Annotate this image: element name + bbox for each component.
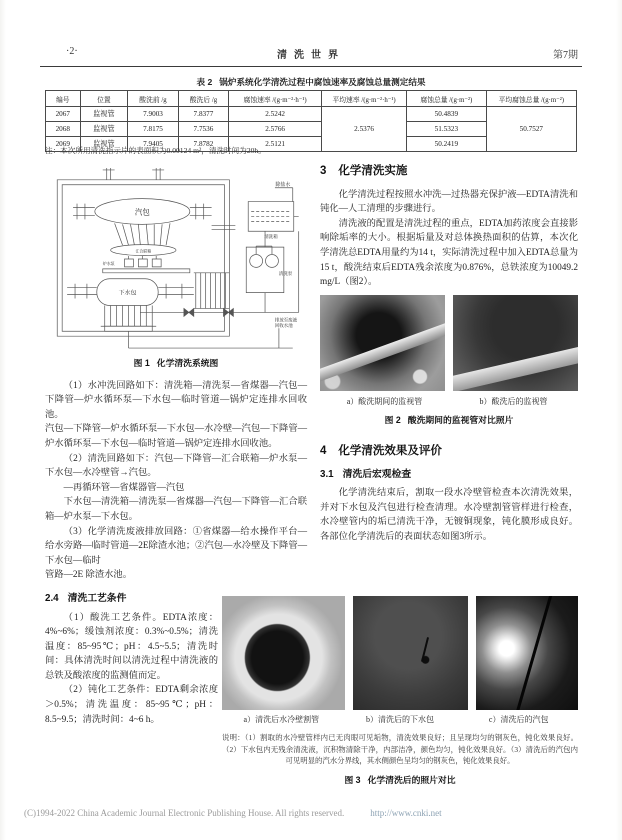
waterline-mark — [511, 596, 555, 710]
cell-rate: 2.5766 — [229, 122, 322, 137]
col-header-rate: 腐蚀速率 /(g·m⁻²·h⁻¹) — [229, 91, 322, 107]
cleaning-tank-label: 清洗箱 — [264, 234, 278, 240]
figure1-caption — [45, 356, 307, 371]
figure2-subcaptions — [320, 395, 578, 410]
figure3-photos — [222, 596, 578, 710]
section-3-1-heading — [320, 468, 578, 483]
cell-after: 7.8377 — [178, 107, 228, 122]
col-header-total: 腐蚀总量 /(g·m⁻²) — [407, 91, 487, 107]
cnki-url[interactable]: http://www.cnki.net — [370, 808, 442, 818]
para-flush-circuit-2: 汽包—下降管—炉水循环泵—下水包—水冷壁—汽包—下降管—炉水循环泵—下水包—临时管道—锅炉定连排水回收池。 — [45, 424, 307, 449]
figure3-caption-text: 化学清洗后的照片对比 — [367, 774, 456, 785]
para-acid-conditions: （1）酸洗工艺条件。EDTA浓度：4%~6%；缓蚀剂浓度：0.3%~0.5%；清洗温度：85~95℃；pH：4.5~5.5；清洗时间：具体清洗时间以清洗过程中清洗液的总铁及酸浓度的监测值而定。 — [45, 612, 218, 681]
section-4-heading — [320, 444, 578, 459]
para-passivation-conditions: （2）钝化工艺条件：EDTA剩余浓度＞0.5%；清洗温度：85~95℃；pH：8.5~9.5；清洗时间：4~6 h。 — [45, 685, 218, 725]
drain-label-line2: 回收水池 — [274, 323, 293, 329]
cell-total: 50.4839 — [407, 107, 487, 122]
col-header-position: 位置 — [80, 91, 128, 107]
figure3-subcaption-b: b）清洗后的下水包 — [366, 715, 434, 724]
cell-no: 2069 — [46, 137, 81, 152]
boiler-pump-label: 炉水泵 — [102, 260, 115, 266]
col-header-avg-rate: 平均速率 /(g·m⁻²·h⁻¹) — [322, 91, 407, 107]
journal-title: 清洗世界 — [277, 50, 345, 61]
section-2-4-title: 清洗工艺条件 — [67, 592, 127, 604]
section-2-4-heading — [45, 592, 218, 607]
para-clean-circuit: （2）清洗回路如下：汽包—下降管—汇合联箱—炉水泵—下水包—水冷壁管→汽包。 — [45, 453, 307, 479]
cell-position: 监视管 — [80, 122, 128, 137]
table-row — [46, 107, 577, 122]
corrosion-results-table — [45, 90, 577, 152]
cell-no: 2068 — [46, 122, 81, 137]
lower-drum-label: 下水包 — [118, 290, 137, 297]
cell-avg-rate: 2.5376 — [322, 107, 407, 152]
steam-drum-label: 汽包 — [134, 207, 150, 217]
cleaning-pump-shape — [250, 255, 263, 268]
cell-rate: 2.5121 — [229, 137, 322, 152]
figure2-subcaption-a: a）酸洗期间的监视管 — [346, 396, 423, 406]
page-footer — [24, 808, 602, 818]
cell-before: 7.8175 — [128, 122, 178, 137]
table-note: 注：本次所用清洗指示片的表面积为0.00124 m²，清洗时间为20h。 — [45, 146, 266, 155]
table2-title — [0, 76, 622, 88]
pipe-highlight — [320, 317, 445, 384]
cleaning-pump-shape — [266, 255, 279, 268]
demin-water-label: 除盐水 — [275, 182, 291, 188]
para-flush-circuit: （1）水冲洗回路如下：清洗箱—清洗泵—省煤器—汽包—下降管—炉水循环泵—下水包—临时管道—锅炉定连排水回收池。 — [45, 380, 307, 420]
section-3-heading — [320, 164, 578, 179]
para-recirc-line: —再循环管—省煤器管—汽包 — [63, 482, 185, 493]
cell-no: 2067 — [46, 107, 81, 122]
cell-avg-total: 50.7527 — [486, 107, 576, 152]
para-clean-circuit-2: 下水包—清洗箱—清洗泵—省煤器—汽包—下降管—汇合联箱—炉水泵—下水包。 — [45, 497, 307, 522]
section-3-1-number: 3.1 — [320, 468, 334, 480]
cleaning-system-diagram — [45, 162, 303, 352]
photo-waterwall-tube-after-cleaning — [222, 596, 345, 710]
page-number: ·2· — [66, 46, 78, 57]
figure1-diagram — [45, 162, 303, 352]
cell-before: 7.9003 — [128, 107, 178, 122]
cell-position: 监视管 — [80, 137, 128, 152]
pipe-highlight — [453, 341, 578, 391]
figure1-caption-text: 化学清洗系统图 — [156, 358, 219, 368]
section-3-1-title: 清洗后宏观检查 — [342, 468, 412, 480]
para-macro-inspection: 化学清洗结束后，割取一段水冷壁管检查本次清洗效果，并对下水包及汽包进行检查清理。水冷壁割管管样进行检查，水冷壁管内的垢已清洗干净，无镀铜现象，钝化膜形成良好。各部位化学清洗后的表面状态如图3所示。 — [320, 488, 578, 542]
figure1-number: 图 1 — [133, 358, 150, 368]
figure2-number: 图 2 — [384, 415, 401, 426]
figure2-subcaption-b: b）酸洗后的监视管 — [479, 396, 548, 406]
col-header-avg-total: 平均腐蚀总量 /(g·m⁻²) — [486, 91, 576, 107]
figure3-subcaption-c: c）清洗后的汽包 — [488, 715, 549, 724]
left-column-narrow — [45, 568, 218, 727]
para-cleaning-steps: 化学清洗过程按照水冲洗—过热器充保护液—EDTA清洗和钝化—人工清理的步骤进行。 — [320, 189, 578, 215]
col-header-no: 编号 — [46, 91, 81, 107]
figure2-photos — [320, 295, 578, 391]
figure3-caption — [222, 773, 578, 786]
header-rule — [40, 66, 582, 67]
cell-before: 7.9405 — [128, 137, 178, 152]
issue-number: 第7期 — [553, 50, 578, 61]
cell-total: 51.5323 — [407, 122, 487, 137]
mix-header-label: 汇合联箱 — [135, 248, 152, 254]
page-header — [40, 46, 582, 62]
para-waste-circuit: （3）化学清洗废液排放回路：①省煤器—给水操作平台—给水旁路—临时管道—2E除渣水池；②汽包—水冷壁及下降管—下水包—临时 — [45, 526, 307, 566]
figure2-caption-text: 酸洗期间的监视管对比照片 — [407, 415, 514, 426]
section-3-number: 3 — [320, 165, 327, 177]
section-4-title: 化学清洗效果及评价 — [338, 444, 442, 457]
figure3-explanation: 说明：（1）割取的水冷壁管样内已无肉眼可见垢物，清洗效果良好；且呈现均匀的钢灰色，钝化效果良好。（2）下水包内无残余清洗液，沉积物清除干净，内部洁净，颜色均匀，钝化效果良好。（3）清洗后的汽包内可见明显的汽水分界线，其水侧颜色呈均匀的钢灰色，钝化效果良好。 — [222, 733, 578, 765]
section-3-title: 化学清洗实施 — [338, 165, 408, 177]
photo-steam-drum-after-cleaning — [476, 596, 578, 710]
cell-position: 监视管 — [80, 107, 128, 122]
para-edta-dosage: 清洗液的配置是清洗过程的重点，EDTA加药浓度会直接影响除垢率的大小。根据垢量及对总体换热面积的估算，本次化学清洗总EDTA用量约为14 t，实际清洗过程中加入EDTA总量为15 t，酸洗结束后EDTA残余浓度为0.876%，总铁浓度为10049.2 mg/L（图2）。 — [320, 218, 578, 288]
copyright-text: (C)1994-2022 China Academic Journal Electronic Publishing House. All rights reserved. — [24, 808, 345, 818]
photo-pipe-after-pickling — [453, 295, 578, 391]
photo-pipe-during-pickling — [320, 295, 445, 391]
figure3-number: 图 3 — [344, 774, 361, 785]
col-header-after: 酸洗后 /g — [178, 91, 228, 107]
figure3-block — [222, 596, 578, 794]
cleaning-pump-label: 清洗泵 — [278, 270, 293, 276]
drain-label-line1: 排放至废液 — [274, 317, 298, 323]
table2-number: 表 2 — [196, 77, 213, 87]
photo-lower-drum-after-cleaning — [353, 596, 468, 710]
fitting-rod — [421, 637, 429, 662]
figure3-subcaptions — [222, 714, 578, 725]
para-waste-circuit-cont: 管路—2E 除渣水池。 — [45, 570, 133, 581]
table2-title-text: 锅炉系统化学清洗过程中腐蚀速率及腐蚀总量测定结果 — [219, 77, 426, 87]
cell-after: 7.8782 — [178, 137, 228, 152]
col-header-before: 酸洗前 /g — [128, 91, 178, 107]
cell-after: 7.7536 — [178, 122, 228, 137]
section-2-4-number: 2.4 — [45, 592, 59, 604]
figure2-caption — [320, 413, 578, 428]
cell-total: 50.2419 — [407, 137, 487, 152]
section-4-number: 4 — [320, 444, 327, 457]
cell-rate: 2.5242 — [229, 107, 322, 122]
right-column — [320, 162, 578, 545]
figure3-subcaption-a: a）清洗后水冷壁割管 — [243, 715, 320, 724]
table-header-row — [46, 91, 577, 107]
